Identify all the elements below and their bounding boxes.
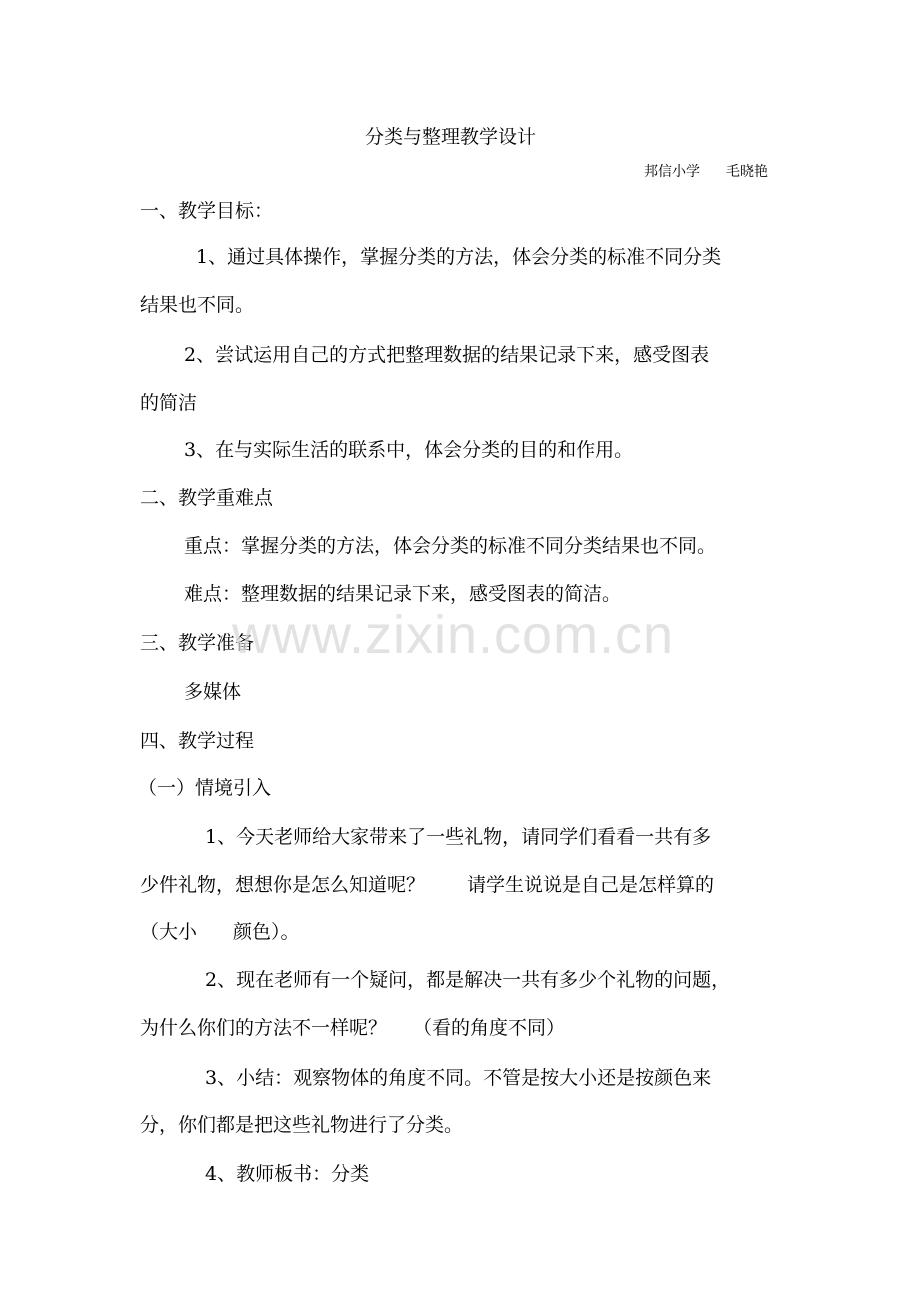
objective-2-line-2: 的简洁	[140, 392, 198, 414]
process-paragraph-2-line-2	[140, 1016, 565, 1040]
watermark: www.zixin.com.cn	[232, 605, 675, 665]
process-paragraph-2-line-1: 2、现在老师有一个疑问，都是解决一共有多少个礼物的问题，	[205, 969, 731, 991]
document-title: 分类与整理教学设计	[365, 126, 537, 148]
author-name: 毛晓艳	[726, 164, 768, 180]
objective-1-line-1: 1、通过具体操作，掌握分类的方法，体会分类的标准不同分类	[196, 246, 722, 268]
section-heading-preparation: 三、教学准备	[140, 632, 255, 654]
author-line	[644, 163, 768, 181]
process-paragraph-3-line-1: 3、小结：观察物体的角度不同。不管是按大小还是按颜色来	[205, 1067, 712, 1089]
process-paragraph-1-line-2	[140, 873, 714, 897]
objective-3: 3、在与实际生活的联系中，体会分类的目的和作用。	[184, 439, 634, 461]
p1-student-prompt: 请学生说说是自己是怎样算的	[467, 874, 715, 896]
preparation-content: 多媒体	[184, 681, 242, 703]
subsection-heading-intro: （一）情境引入	[138, 777, 272, 799]
p1-color: 颜色）。	[233, 921, 300, 943]
process-paragraph-3-line-2: 分，你们都是把这些礼物进行了分类。	[140, 1114, 464, 1136]
section-heading-key-points: 二、教学重难点	[140, 487, 274, 509]
process-paragraph-4: 4、教师板书：分类	[205, 1163, 370, 1185]
p1-question: 少件礼物，想想你是怎么知道呢？	[140, 874, 426, 896]
section-heading-objectives: 一、教学目标：	[140, 200, 274, 222]
objective-2-line-1: 2、尝试运用自己的方式把整理数据的结果记录下来，感受图表	[184, 344, 710, 366]
section-heading-process: 四、教学过程	[140, 730, 255, 752]
process-paragraph-1-line-1: 1、今天老师给大家带来了一些礼物，请同学们看看一共有多	[205, 826, 712, 848]
p2-question: 为什么你们的方法不一样呢？	[140, 1017, 388, 1039]
objective-1-line-2: 结果也不同。	[140, 294, 255, 316]
difficulty-text: 难点：整理数据的结果记录下来，感受图表的简洁。	[184, 583, 622, 605]
p2-answer: （看的角度不同）	[413, 1017, 566, 1039]
key-point-text: 重点：掌握分类的方法，体会分类的标准不同分类结果也不同。	[184, 535, 717, 557]
author-school: 邦信小学	[644, 164, 700, 180]
process-paragraph-1-line-3	[140, 920, 300, 944]
p1-size: （大小	[140, 921, 198, 943]
